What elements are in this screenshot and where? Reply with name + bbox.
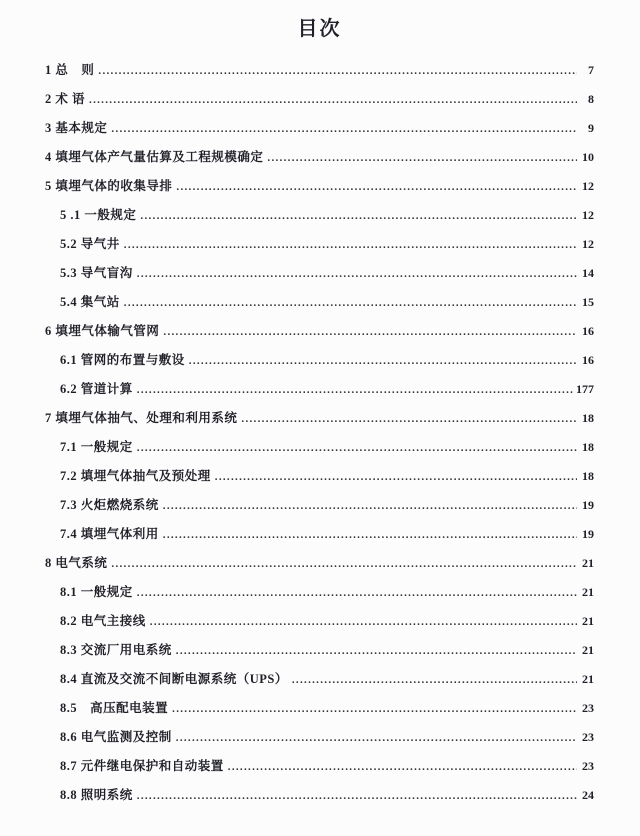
dot-leader — [176, 724, 577, 753]
dot-leader — [137, 260, 577, 289]
dot-leader — [140, 202, 577, 231]
toc-entry-page: 24 — [582, 788, 594, 802]
toc-entry-label: 7.2 填埋气体抽气及预处理 — [60, 469, 211, 483]
toc-entry-page: 18 — [582, 440, 594, 454]
toc-entry-label: 3 基本规定 — [45, 121, 108, 135]
toc-entry-page: 23 — [582, 701, 594, 715]
toc-entry-page: 12 — [582, 208, 594, 222]
toc-entry-label: 8.6 电气监测及控制 — [60, 730, 172, 744]
dot-leader — [215, 463, 577, 492]
toc-entry — [45, 752, 594, 781]
toc-entry-label: 6.2 管道计算 — [60, 382, 133, 396]
toc-entry — [45, 636, 594, 665]
dot-leader — [124, 289, 577, 318]
toc-entry-label: 8.3 交流厂用电系统 — [60, 643, 172, 657]
dot-leader — [267, 144, 577, 173]
toc-entry — [45, 462, 594, 491]
dot-leader — [172, 695, 577, 724]
toc-entry-page: 12 — [582, 237, 594, 251]
toc-entry-label: 5 .1 一般规定 — [60, 208, 137, 222]
toc-entry — [45, 491, 594, 520]
toc-entry-page: 21 — [582, 643, 594, 657]
toc-entry — [45, 346, 594, 375]
toc-entry — [45, 375, 594, 404]
dot-leader — [189, 347, 577, 376]
toc-entry-label: 7 填埋气体抽气、处理和利用系统 — [45, 411, 238, 425]
dot-leader — [228, 753, 577, 782]
toc-entry — [45, 433, 594, 462]
toc-entry — [45, 665, 594, 694]
toc-entry-label: 8.2 电气主接线 — [60, 614, 146, 628]
toc-entry-page: 9 — [588, 121, 594, 135]
toc-entry-label: 5.4 集气站 — [60, 295, 120, 309]
toc-entry-page: 23 — [582, 759, 594, 773]
toc-entry — [45, 723, 594, 752]
toc-entry-label: 8.8 照明系统 — [60, 788, 133, 802]
toc-entry-label: 5.2 导气井 — [60, 237, 120, 251]
toc-entry-label: 8.5 高压配电装置 — [60, 701, 169, 715]
toc-entry-label: 8.1 一般规定 — [60, 585, 133, 599]
toc-list — [45, 56, 594, 810]
toc-entry — [45, 85, 594, 114]
toc-entry-page: 21 — [582, 672, 594, 686]
dot-leader — [137, 376, 573, 405]
dot-leader — [163, 521, 577, 550]
dot-leader — [137, 579, 577, 608]
toc-entry-page: 8 — [588, 92, 594, 106]
toc-entry-label: 8.4 直流及交流不间断电源系统（UPS） — [60, 672, 288, 686]
toc-entry — [45, 607, 594, 636]
dot-leader — [176, 173, 577, 202]
toc-entry-label: 1 总 则 — [45, 63, 95, 77]
dot-leader — [163, 492, 577, 521]
toc-entry-label: 6.1 管网的布置与敷设 — [60, 353, 185, 367]
toc-entry-label: 7.1 一般规定 — [60, 440, 133, 454]
toc-entry — [45, 114, 594, 143]
toc-entry-page: 177 — [576, 382, 594, 396]
toc-entry-page: 23 — [582, 730, 594, 744]
toc-entry — [45, 230, 594, 259]
toc-entry — [45, 694, 594, 723]
toc-entry-label: 5 填埋气体的收集导排 — [45, 179, 173, 193]
toc-entry-page: 12 — [582, 179, 594, 193]
toc-entry-page: 14 — [582, 266, 594, 280]
toc-entry — [45, 143, 594, 172]
dot-leader — [111, 550, 577, 579]
dot-leader — [98, 57, 577, 86]
toc-entry — [45, 56, 594, 85]
toc-entry-label: 2 术 语 — [45, 92, 86, 106]
toc-entry-page: 19 — [582, 527, 594, 541]
toc-entry-page: 10 — [582, 150, 594, 164]
dot-leader — [292, 666, 577, 695]
dot-leader — [124, 231, 577, 260]
toc-entry — [45, 288, 594, 317]
toc-entry — [45, 578, 594, 607]
toc-entry-page: 16 — [582, 324, 594, 338]
dot-leader — [137, 782, 577, 811]
dot-leader — [111, 115, 577, 144]
toc-entry-page: 21 — [582, 556, 594, 570]
toc-entry — [45, 172, 594, 201]
toc-entry-label: 6 填埋气体输气管网 — [45, 324, 160, 338]
dot-leader — [176, 637, 577, 666]
toc-entry-label: 8.7 元件继电保护和自动装置 — [60, 759, 224, 773]
dot-leader — [89, 86, 577, 115]
toc-entry — [45, 201, 594, 230]
dot-leader — [241, 405, 577, 434]
dot-leader — [163, 318, 577, 347]
toc-entry — [45, 549, 594, 578]
page-title: 目次 — [297, 18, 342, 40]
toc-entry-label: 8 电气系统 — [45, 556, 108, 570]
toc-entry-label: 7.3 火炬燃烧系统 — [60, 498, 159, 512]
toc-entry-page: 21 — [582, 585, 594, 599]
toc-entry-label: 5.3 导气盲沟 — [60, 266, 133, 280]
toc-entry-page: 21 — [582, 614, 594, 628]
toc-entry — [45, 259, 594, 288]
toc-entry — [45, 781, 594, 810]
toc-entry-page: 19 — [582, 498, 594, 512]
toc-entry-page: 15 — [582, 295, 594, 309]
toc-entry — [45, 317, 594, 346]
toc-entry-label: 7.4 填埋气体利用 — [60, 527, 159, 541]
toc-entry-label: 4 填埋气体产气量估算及工程规模确定 — [45, 150, 264, 164]
toc-entry-page: 16 — [582, 353, 594, 367]
toc-entry — [45, 520, 594, 549]
dot-leader — [137, 434, 577, 463]
toc-entry-page: 18 — [582, 411, 594, 425]
toc-entry-page: 18 — [582, 469, 594, 483]
toc-entry — [45, 404, 594, 433]
toc-entry-page: 7 — [588, 63, 594, 77]
dot-leader — [150, 608, 577, 637]
